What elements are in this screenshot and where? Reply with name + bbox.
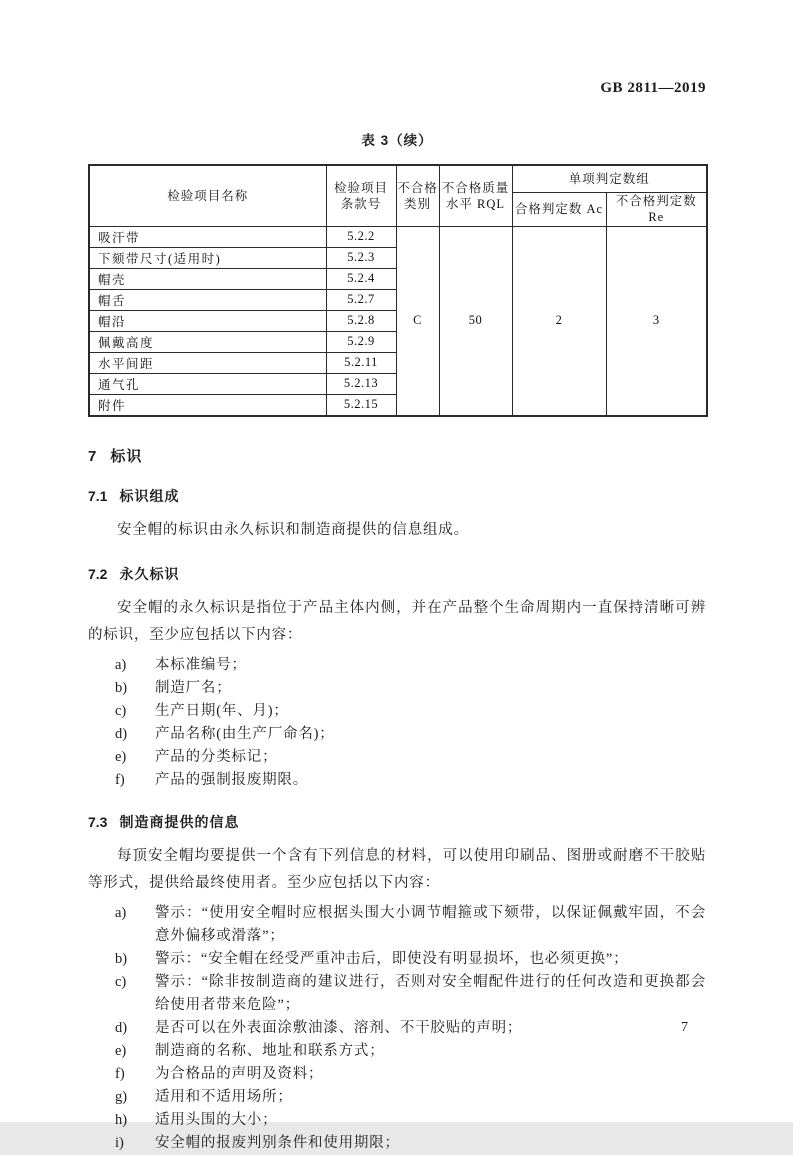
section-7-1-number: 7.1 bbox=[88, 487, 108, 504]
list-item bbox=[88, 1063, 706, 1086]
section-7-3-title: 制造商提供的信息 bbox=[119, 813, 240, 830]
list-item-text: 是否可以在外表面涂敷油漆、溶剂、不干胶贴的声明； bbox=[155, 1019, 523, 1036]
ac-cell: 2 bbox=[512, 226, 606, 416]
item-name-cell: 吸汗带 bbox=[89, 226, 326, 247]
list-item bbox=[88, 971, 706, 1017]
page-number: 7 bbox=[681, 1020, 688, 1035]
list-item-label: f) bbox=[115, 1065, 125, 1082]
rql-cell: 50 bbox=[439, 226, 512, 416]
re-cell: 3 bbox=[606, 226, 707, 416]
list-item-text: 警示：“安全帽在经受严重冲击后，即使没有明显损坏，也必须更换”； bbox=[155, 950, 629, 967]
list-item bbox=[88, 700, 706, 723]
clause-cell: 5.2.3 bbox=[326, 247, 396, 268]
col-header-defect-class bbox=[396, 165, 439, 226]
list-item bbox=[88, 1132, 706, 1155]
list-item bbox=[88, 677, 706, 700]
list-item-label: g) bbox=[115, 1088, 128, 1105]
paragraph-7-3: 每顶安全帽均要提供一个含有下列信息的材料，可以使用印刷品、图册或耐磨不干胶贴等形式，提供给最终使用者。至少应包括以下内容： bbox=[88, 847, 706, 891]
section-heading-7 bbox=[88, 445, 706, 466]
list-item-label: b) bbox=[115, 950, 128, 967]
list-item bbox=[88, 1040, 706, 1063]
section-7-number: 7 bbox=[88, 447, 97, 465]
section-7-1-title: 标识组成 bbox=[119, 487, 180, 504]
list-item-label: f) bbox=[115, 771, 125, 788]
list-item-label: h) bbox=[115, 1111, 128, 1128]
item-name-cell: 帽舌 bbox=[89, 289, 326, 310]
col-header-clause-line2: 条款号 bbox=[340, 196, 382, 211]
paragraph-7-2: 安全帽的永久标识是指位于产品主体内侧，并在产品整个生命周期内一直保持清晰可辨的标识，至少应包括以下内容： bbox=[88, 599, 706, 643]
list-item bbox=[88, 1086, 706, 1109]
section-heading-7-1 bbox=[88, 486, 706, 506]
list-item bbox=[88, 654, 706, 677]
list-item-text: 产品名称(由生产厂命名)； bbox=[155, 725, 335, 742]
list-item-text: 安全帽的报废判别条件和使用期限； bbox=[155, 1134, 400, 1151]
list-item-text: 生产日期(年、月)； bbox=[155, 702, 289, 719]
clause-cell: 5.2.15 bbox=[326, 394, 396, 416]
section-heading-7-2 bbox=[88, 564, 706, 584]
col-header-rql bbox=[439, 165, 512, 226]
list-item-label: i) bbox=[115, 1134, 124, 1151]
list-item bbox=[88, 769, 706, 792]
list-item-label: c) bbox=[115, 973, 127, 990]
list-item-text: 适用头围的大小； bbox=[155, 1111, 278, 1128]
clause-cell: 5.2.9 bbox=[326, 331, 396, 352]
list-item-text: 制造商的名称、地址和联系方式； bbox=[155, 1042, 385, 1059]
table-header bbox=[89, 165, 707, 226]
item-name-cell: 佩戴高度 bbox=[89, 331, 326, 352]
list-item-text: 制造厂名； bbox=[155, 679, 232, 696]
list-item-text: 产品的分类标记； bbox=[155, 748, 278, 765]
list-item-label: b) bbox=[115, 679, 128, 696]
list-item-text: 为合格品的声明及资料； bbox=[155, 1065, 324, 1082]
clause-cell: 5.2.2 bbox=[326, 226, 396, 247]
list-item-label: c) bbox=[115, 702, 127, 719]
list-7-3 bbox=[88, 902, 706, 1155]
table-body bbox=[89, 226, 707, 416]
section-heading-7-3 bbox=[88, 812, 706, 832]
table-caption: 表 3（续） bbox=[361, 133, 433, 148]
list-item-label: a) bbox=[115, 904, 127, 921]
section-7-3-number: 7.3 bbox=[88, 813, 108, 830]
list-item bbox=[88, 948, 706, 971]
list-item bbox=[88, 746, 706, 769]
list-item-label: e) bbox=[115, 1042, 127, 1059]
section-7-2-title: 永久标识 bbox=[119, 565, 180, 582]
item-name-cell: 帽沿 bbox=[89, 310, 326, 331]
list-7-2 bbox=[88, 654, 706, 792]
section-7-2-number: 7.2 bbox=[88, 565, 108, 582]
list-item-label: e) bbox=[115, 748, 127, 765]
item-name-cell: 水平间距 bbox=[89, 352, 326, 373]
item-name-cell: 附件 bbox=[89, 394, 326, 416]
col-header-defect-class-line1: 不合格 bbox=[397, 180, 438, 195]
list-item-text: 适用和不适用场所； bbox=[155, 1088, 293, 1105]
clause-cell: 5.2.11 bbox=[326, 352, 396, 373]
list-item-text: 产品的强制报废期限。 bbox=[155, 771, 308, 788]
col-header-clause-line1: 检验项目 bbox=[333, 180, 388, 195]
col-header-item-name: 检验项目名称 bbox=[89, 165, 326, 226]
list-item-label: d) bbox=[115, 725, 128, 742]
col-header-ac: 合格判定数 Ac bbox=[512, 193, 606, 227]
clause-cell: 5.2.4 bbox=[326, 268, 396, 289]
list-item-label: a) bbox=[115, 656, 127, 673]
item-name-cell: 帽壳 bbox=[89, 268, 326, 289]
clause-cell: 5.2.8 bbox=[326, 310, 396, 331]
list-item bbox=[88, 723, 706, 746]
item-name-cell: 通气孔 bbox=[89, 373, 326, 394]
list-item bbox=[88, 1109, 706, 1132]
list-item-label: d) bbox=[115, 1019, 128, 1036]
item-name-cell: 下颏带尺寸(适用时) bbox=[89, 247, 326, 268]
col-header-rql-line1: 不合格质量 bbox=[441, 180, 510, 195]
clause-cell: 5.2.13 bbox=[326, 373, 396, 394]
table-header-row-1 bbox=[89, 165, 707, 193]
table-row bbox=[89, 226, 707, 247]
section-7-title: 标识 bbox=[110, 447, 143, 465]
standard-number: GB 2811—2019 bbox=[600, 80, 706, 96]
list-item-text: 本标准编号； bbox=[155, 656, 247, 673]
col-header-re: 不合格判定数 Re bbox=[606, 193, 707, 227]
paragraph-7-1: 安全帽的标识由永久标识和制造商提供的信息组成。 bbox=[117, 521, 469, 538]
list-item bbox=[88, 902, 706, 948]
col-header-clause bbox=[326, 165, 396, 226]
list-item bbox=[88, 1017, 706, 1040]
list-item-text: 警示：“使用安全帽时应根据头围大小调节帽箍或下颏带，以保证佩戴牢固，不会意外偏移或滑落”； bbox=[155, 904, 706, 944]
col-header-judgment-group: 单项判定数组 bbox=[512, 165, 707, 193]
col-header-defect-class-line2: 类别 bbox=[403, 196, 431, 211]
inspection-sampling-table bbox=[88, 164, 708, 417]
list-item-text: 警示：“除非按制造商的建议进行，否则对安全帽配件进行的任何改造和更换都会给使用者带来危险”； bbox=[155, 973, 706, 1013]
defect-class-cell: C bbox=[396, 226, 439, 416]
col-header-rql-line2: 水平 RQL bbox=[445, 196, 506, 211]
page-content bbox=[88, 0, 706, 1151]
clause-cell: 5.2.7 bbox=[326, 289, 396, 310]
